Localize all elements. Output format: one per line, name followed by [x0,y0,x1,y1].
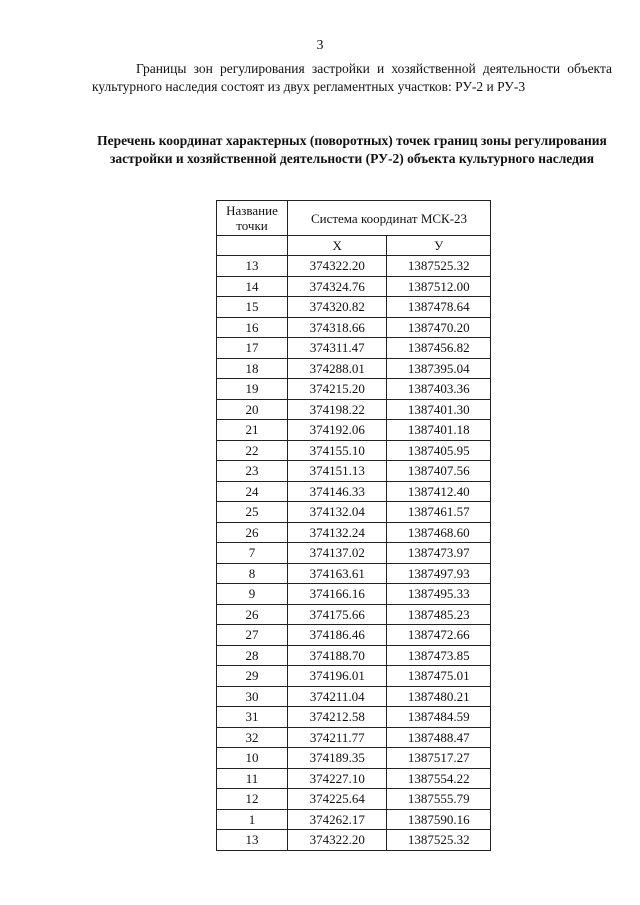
point-name-cell: 28 [217,645,288,666]
point-name-cell: 18 [217,358,288,379]
x-coordinate-cell: 374311.47 [288,338,387,359]
x-coordinate-cell: 374188.70 [288,645,387,666]
point-name-cell: 27 [217,625,288,646]
y-coordinate-cell: 1387412.40 [387,481,491,502]
point-name-cell: 29 [217,666,288,687]
y-coordinate-cell: 1387590.16 [387,809,491,830]
y-coordinate-cell: 1387525.32 [387,256,491,277]
point-name-cell: 30 [217,686,288,707]
y-coordinate-cell: 1387395.04 [387,358,491,379]
table-row [217,481,491,502]
x-coordinate-cell: 374137.02 [288,543,387,564]
y-coordinate-cell: 1387525.32 [387,830,491,851]
header-coordinate-system: Система координат МСК-23 [288,201,491,236]
y-coordinate-cell: 1387401.18 [387,420,491,441]
table-body [217,256,491,851]
table-row [217,666,491,687]
point-name-cell: 20 [217,399,288,420]
header-y: У [387,236,491,256]
x-coordinate-cell: 374166.16 [288,584,387,605]
header-row-bottom [217,236,491,256]
x-coordinate-cell: 374215.20 [288,379,387,400]
y-coordinate-cell: 1387497.93 [387,563,491,584]
x-coordinate-cell: 374225.64 [288,789,387,810]
point-name-cell: 11 [217,768,288,789]
x-coordinate-cell: 374163.61 [288,563,387,584]
table-row [217,645,491,666]
table-row [217,543,491,564]
point-name-cell: 14 [217,276,288,297]
point-name-cell: 13 [217,256,288,277]
y-coordinate-cell: 1387475.01 [387,666,491,687]
table-row [217,727,491,748]
x-coordinate-cell: 374146.33 [288,481,387,502]
table-row [217,338,491,359]
point-name-cell: 32 [217,727,288,748]
point-name-cell: 7 [217,543,288,564]
y-coordinate-cell: 1387554.22 [387,768,491,789]
x-coordinate-cell: 374322.20 [288,830,387,851]
table-row [217,604,491,625]
x-coordinate-cell: 374320.82 [288,297,387,318]
x-coordinate-cell: 374189.35 [288,748,387,769]
x-coordinate-cell: 374211.77 [288,727,387,748]
table-row [217,625,491,646]
table-row [217,276,491,297]
y-coordinate-cell: 1387473.85 [387,645,491,666]
table-row [217,399,491,420]
table-row [217,563,491,584]
table-row [217,420,491,441]
table-row [217,440,491,461]
table-row [217,830,491,851]
page-number: 3 [316,38,324,53]
point-name-cell: 22 [217,440,288,461]
point-name-cell: 25 [217,502,288,523]
y-coordinate-cell: 1387401.30 [387,399,491,420]
point-name-cell: 16 [217,317,288,338]
table-row [217,502,491,523]
y-coordinate-cell: 1387495.33 [387,584,491,605]
point-name-cell: 8 [217,563,288,584]
x-coordinate-cell: 374151.13 [288,461,387,482]
y-coordinate-cell: 1387555.79 [387,789,491,810]
table-row [217,317,491,338]
point-name-cell: 13 [217,830,288,851]
y-coordinate-cell: 1387473.97 [387,543,491,564]
x-coordinate-cell: 374192.06 [288,420,387,441]
y-coordinate-cell: 1387461.57 [387,502,491,523]
table-row [217,707,491,728]
table-row [217,584,491,605]
table-row [217,461,491,482]
point-name-cell: 23 [217,461,288,482]
point-name-cell: 1 [217,809,288,830]
x-coordinate-cell: 374155.10 [288,440,387,461]
x-coordinate-cell: 374211.04 [288,686,387,707]
header-blank-cell [217,236,288,256]
x-coordinate-cell: 374132.24 [288,522,387,543]
y-coordinate-cell: 1387405.95 [387,440,491,461]
y-coordinate-cell: 1387472.66 [387,625,491,646]
header-point-name: Название точки [217,201,288,236]
x-coordinate-cell: 374288.01 [288,358,387,379]
point-name-cell: 15 [217,297,288,318]
header-x: X [288,236,387,256]
x-coordinate-cell: 374186.46 [288,625,387,646]
x-coordinate-cell: 374196.01 [288,666,387,687]
header-row-top [217,201,491,236]
point-name-cell: 12 [217,789,288,810]
x-coordinate-cell: 374227.10 [288,768,387,789]
x-coordinate-cell: 374198.22 [288,399,387,420]
table-row [217,379,491,400]
x-coordinate-cell: 374132.04 [288,502,387,523]
y-coordinate-cell: 1387488.47 [387,727,491,748]
table-row [217,809,491,830]
point-name-cell: 31 [217,707,288,728]
table-row [217,358,491,379]
coordinates-table [216,200,491,851]
intro-paragraph: Границы зон регулирования застройки и хозяйственной деятельности объекта культурного наследия состоят из двух регламентных участков: РУ-2 и РУ-3 [92,61,612,94]
y-coordinate-cell: 1387403.36 [387,379,491,400]
point-name-cell: 26 [217,604,288,625]
point-name-cell: 21 [217,420,288,441]
x-coordinate-cell: 374262.17 [288,809,387,830]
x-coordinate-cell: 374322.20 [288,256,387,277]
point-name-cell: 19 [217,379,288,400]
x-coordinate-cell: 374212.58 [288,707,387,728]
table-heading: Перечень координат характерных (поворотных) точек границ зоны регулирования застройки и хозяйственной деятельности (РУ-2) объекта культурного наследия [97,133,607,166]
table-row [217,256,491,277]
x-coordinate-cell: 374324.76 [288,276,387,297]
point-name-cell: 26 [217,522,288,543]
y-coordinate-cell: 1387480.21 [387,686,491,707]
table-row [217,522,491,543]
x-coordinate-cell: 374318.66 [288,317,387,338]
table-row [217,748,491,769]
y-coordinate-cell: 1387468.60 [387,522,491,543]
y-coordinate-cell: 1387517.27 [387,748,491,769]
table-row [217,686,491,707]
y-coordinate-cell: 1387456.82 [387,338,491,359]
y-coordinate-cell: 1387484.59 [387,707,491,728]
y-coordinate-cell: 1387407.56 [387,461,491,482]
y-coordinate-cell: 1387512.00 [387,276,491,297]
y-coordinate-cell: 1387478.64 [387,297,491,318]
point-name-cell: 9 [217,584,288,605]
table-header [217,201,491,256]
point-name-cell: 17 [217,338,288,359]
table-row [217,768,491,789]
point-name-cell: 24 [217,481,288,502]
point-name-cell: 10 [217,748,288,769]
y-coordinate-cell: 1387470.20 [387,317,491,338]
table-row [217,297,491,318]
table-row [217,789,491,810]
y-coordinate-cell: 1387485.23 [387,604,491,625]
x-coordinate-cell: 374175.66 [288,604,387,625]
